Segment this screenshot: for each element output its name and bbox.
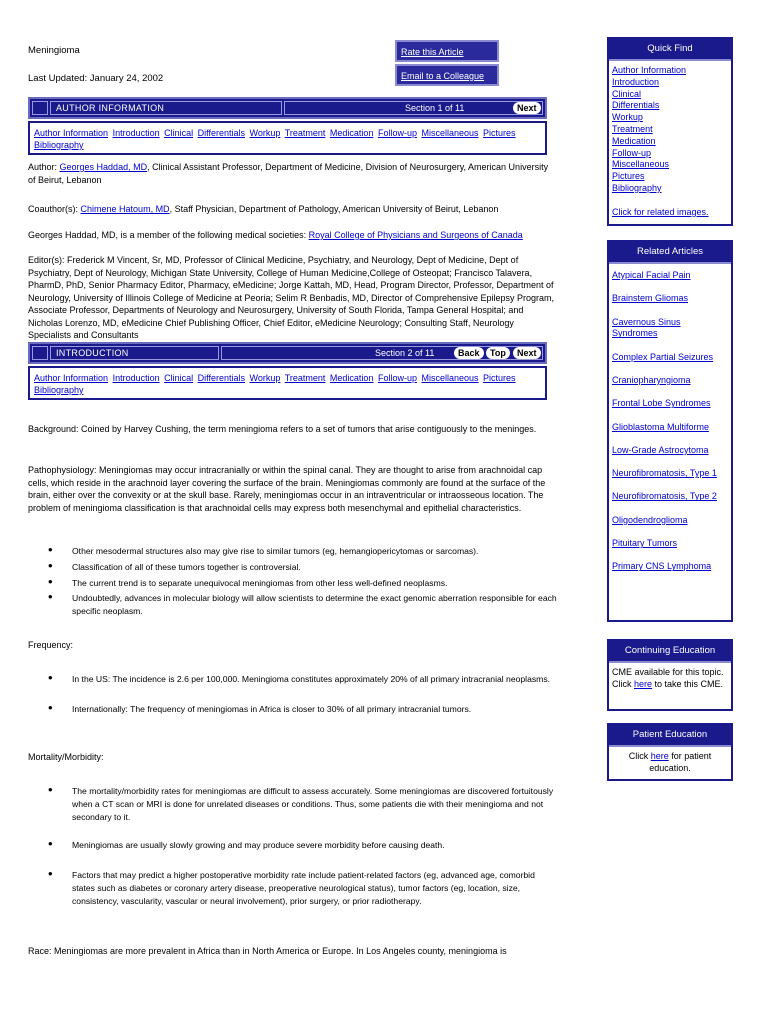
frequency-list	[28, 673, 558, 716]
cme-link[interactable]: here	[634, 678, 653, 689]
related-article-link[interactable]: Glioblastoma Multiforme	[612, 421, 710, 432]
nav-introduction[interactable]: Introduction	[112, 373, 160, 383]
nav-workup[interactable]: Workup	[249, 373, 281, 383]
related-article-link[interactable]: Atypical Facial Pain	[612, 270, 691, 280]
list-item: • Internationally: The frequency of meningiomas in Africa is closer to 30% of all primary intracranial tumors.	[28, 703, 558, 716]
nav-treatment[interactable]: Treatment	[284, 373, 326, 383]
email-colleague-button[interactable]: Email to a Colleague	[395, 64, 499, 86]
quick-find-differentials[interactable]: Differentials	[612, 100, 660, 111]
frequency-heading: Frequency:	[28, 640, 74, 650]
mortality-heading: Mortality/Morbidity:	[28, 752, 104, 762]
quick-find-title: Quick Find	[609, 39, 731, 61]
nav-workup[interactable]: Workup	[249, 128, 281, 138]
section-label: AUTHOR INFORMATION	[56, 103, 165, 113]
nav-medication[interactable]: Medication	[329, 373, 374, 383]
related-article-link[interactable]: Brainstem Gliomas	[612, 293, 689, 304]
quick-find-box	[607, 37, 733, 226]
article-actions	[395, 40, 499, 86]
nav-introduction[interactable]: Introduction	[112, 128, 160, 138]
quick-find-workup[interactable]: Workup	[612, 112, 643, 123]
list-item: • Other mesodermal structures also may give rise to similar tumors (eg, hemangiopericytomas or sarcomas).	[28, 545, 558, 558]
next-button[interactable]: Next	[513, 102, 541, 114]
quick-find-treatment[interactable]: Treatment	[612, 123, 653, 134]
nav-pictures[interactable]: Pictures	[483, 128, 516, 138]
related-article-link[interactable]: Complex Partial Seizures	[612, 351, 714, 362]
related-article-link[interactable]: Neurofibromatosis, Type 2	[612, 491, 717, 502]
section-status: Section 1 of 11	[405, 103, 465, 113]
nav-pictures[interactable]: Pictures	[483, 373, 516, 383]
quick-find-miscellaneous[interactable]: Miscellaneous	[612, 159, 670, 170]
section-nav	[28, 366, 547, 400]
nav-treatment[interactable]: Treatment	[284, 128, 326, 138]
nav-follow-up[interactable]: Follow-up	[377, 128, 417, 138]
coauthor-link[interactable]: Chimene Hatoum, MD	[80, 204, 170, 214]
section-label: INTRODUCTION	[56, 348, 129, 358]
nav-clinical[interactable]: Clinical	[164, 128, 194, 138]
nav-author-information[interactable]: Author Information	[34, 128, 109, 138]
mortality-list	[28, 785, 558, 908]
last-updated: Last Updated: January 24, 2002	[28, 73, 164, 84]
nav-follow-up[interactable]: Follow-up	[377, 373, 417, 383]
quick-find-author-information[interactable]: Author Information	[612, 65, 687, 75]
race-paragraph: Race: Meningiomas are more prevalent in Africa than in North America or Europe. In Los Angeles county, meningioma is	[28, 946, 507, 956]
related-article-link[interactable]: Low-Grade Astrocytoma	[612, 444, 709, 455]
quick-find-clinical[interactable]: Clinical	[612, 88, 642, 99]
related-articles-box	[607, 240, 733, 622]
quick-find-introduction[interactable]: Introduction	[612, 76, 660, 87]
section-bar-author	[28, 97, 547, 119]
section-nav	[28, 121, 547, 155]
society-link[interactable]: Royal College of Physicians and Surgeons of Canada	[308, 230, 523, 240]
background-paragraph: Background: Coined by Harvey Cushing, the term meningioma refers to a set of tumors that arise contiguously to the meninges.	[28, 424, 537, 434]
back-button[interactable]: Back	[454, 347, 484, 359]
list-item: • Factors that may predict a higher postoperative morbidity rate include patient-related factors (eg, advanced age, comorbid states such as diabetes or coronary artery disease, preoperative neurological status), tumor factors (eg, location, size, consistency, vascularity, vascular or neural involvement), prior surgery, or prior radiotherapy.	[28, 869, 558, 907]
nav-medication[interactable]: Medication	[329, 128, 374, 138]
editors-line: Editor(s): Frederick M Vincent, Sr, MD, Professor of Clinical Medicine, Psychiatry, and Neurology, Dept of Medicine, Dept of Psychiatry, Dept of Neurology, Michigan State University, College of Human Medicine,College of Osteopat; Francisco Talavera, PharmD, PhD, Senior Pharmacy Editor, Pharmacy, eMedicine; Jorge Kattah, MD, Head, Program Director, Professor, Department of Neurology, University of Illinois College of Medicine at Peoria; Selim R Benbadis, MD, Director of Comprehensive Epilepsy Program, Associate Professor, Departments of Neurology and Neurosurgery, University of South Florida, Tampa General Hospital; and Nicholas Lorenzo, MD, eMedicine Chief Publishing Officer, Chief Editor, eMedicine Neurology; Consulting Staff, Neurology Specialists and Consultants	[28, 255, 555, 340]
related-article-link[interactable]: Neurofibromatosis, Type 1	[612, 468, 717, 479]
nav-author-information[interactable]: Author Information	[34, 373, 109, 383]
related-article-link[interactable]: Craniopharyngioma	[612, 374, 691, 385]
related-article-link[interactable]: Cavernous Sinus Syndromes	[612, 316, 681, 339]
related-article-link[interactable]: Pituitary Tumors	[612, 538, 678, 549]
related-articles-title: Related Articles	[609, 242, 731, 264]
patient-education-box: Patient Education Click here for patient education.	[607, 723, 733, 781]
list-item: • Meningiomas are usually slowly growing and may produce severe morbidity before causing death.	[28, 839, 558, 852]
related-images-link[interactable]: Click for related images.	[612, 206, 709, 217]
quick-find-follow-up[interactable]: Follow-up	[612, 147, 652, 158]
list-item: • The mortality/morbidity rates for meningiomas are difficult to assess accurately. Some meningiomas are discovered fortuitously when a CT scan or MRI is done for unrelated diseases or conditions. Thus, some patients die with their meningioma and not secondary to it.	[28, 785, 558, 823]
related-article-link[interactable]: Frontal Lobe Syndromes	[612, 398, 711, 409]
nav-miscellaneous[interactable]: Miscellaneous	[421, 373, 479, 383]
nav-bibliography[interactable]: Bibliography	[34, 140, 84, 150]
member-line: Georges Haddad, MD, is a member of the following medical societies: Royal College of Physicians and Surgeons of Canada	[28, 230, 523, 240]
patient-education-title: Patient Education	[609, 725, 731, 747]
pathophysiology-paragraph: Pathophysiology: Meningiomas may occur intracranially or within the spinal canal. They are thought to arise from arachnoidal cap cells, which reside in the arachnoid layer covering the surface of the brain. Meningiomas commonly are found at the surface of the brain, either over the convexity or at the skull base. Rarely, meningiomas occur in an intraventricular or intraosseous location. The problem of meningioma classification is that arachnoidal cells may express both mesenchymal and epithelial characteristics.	[28, 465, 546, 513]
list-item: • Classification of all of these tumors together is controversial.	[28, 561, 558, 574]
continuing-education-title: Continuing Education	[609, 641, 731, 663]
quick-find-bibliography[interactable]: Bibliography	[612, 182, 662, 193]
continuing-education-box: Continuing Education CME available for this topic. Click here to take this CME.	[607, 639, 733, 711]
nav-bibliography[interactable]: Bibliography	[34, 385, 84, 395]
author-line: Author: Georges Haddad, MD, Clinical Assistant Professor, Department of Medicine, Division of Neurosurgery, American University of Beirut, Lebanon	[28, 162, 549, 185]
section-bar-introduction	[28, 342, 547, 364]
author-link[interactable]: Georges Haddad, MD	[59, 162, 148, 172]
nav-differentials[interactable]: Differentials	[197, 373, 245, 383]
nav-miscellaneous[interactable]: Miscellaneous	[421, 128, 479, 138]
next-button[interactable]: Next	[513, 347, 541, 359]
coauthor-line: Coauthor(s): Chimene Hatoum, MD, Staff Physician, Department of Pathology, American University of Beirut, Lebanon	[28, 204, 499, 214]
rate-article-button[interactable]: Rate this Article	[395, 40, 499, 62]
nav-clinical[interactable]: Clinical	[164, 373, 194, 383]
quick-find-medication[interactable]: Medication	[612, 135, 656, 146]
related-article-link[interactable]: Oligodendroglioma	[612, 514, 688, 525]
list-item: • In the US: The incidence is 2.6 per 100,000. Meningioma constitutes approximately 20% of all primary intracranial neoplasms.	[28, 673, 558, 686]
article-title: Meningioma	[28, 45, 80, 56]
pathophysiology-list	[28, 545, 558, 618]
nav-differentials[interactable]: Differentials	[197, 128, 245, 138]
top-button[interactable]: Top	[486, 347, 510, 359]
quick-find-pictures[interactable]: Pictures	[612, 171, 645, 182]
list-item: • Undoubtedly, advances in molecular biology will allow scientists to determine the exact genomic aberration responsible for each specific neoplasm.	[28, 592, 558, 618]
section-status: Section 2 of 11	[375, 348, 435, 358]
list-item: • The current trend is to separate unequivocal meningiomas from other less well-defined neoplasms.	[28, 577, 558, 590]
patient-education-link[interactable]: here	[650, 751, 669, 761]
related-article-link[interactable]: Primary CNS Lymphoma	[612, 561, 712, 572]
